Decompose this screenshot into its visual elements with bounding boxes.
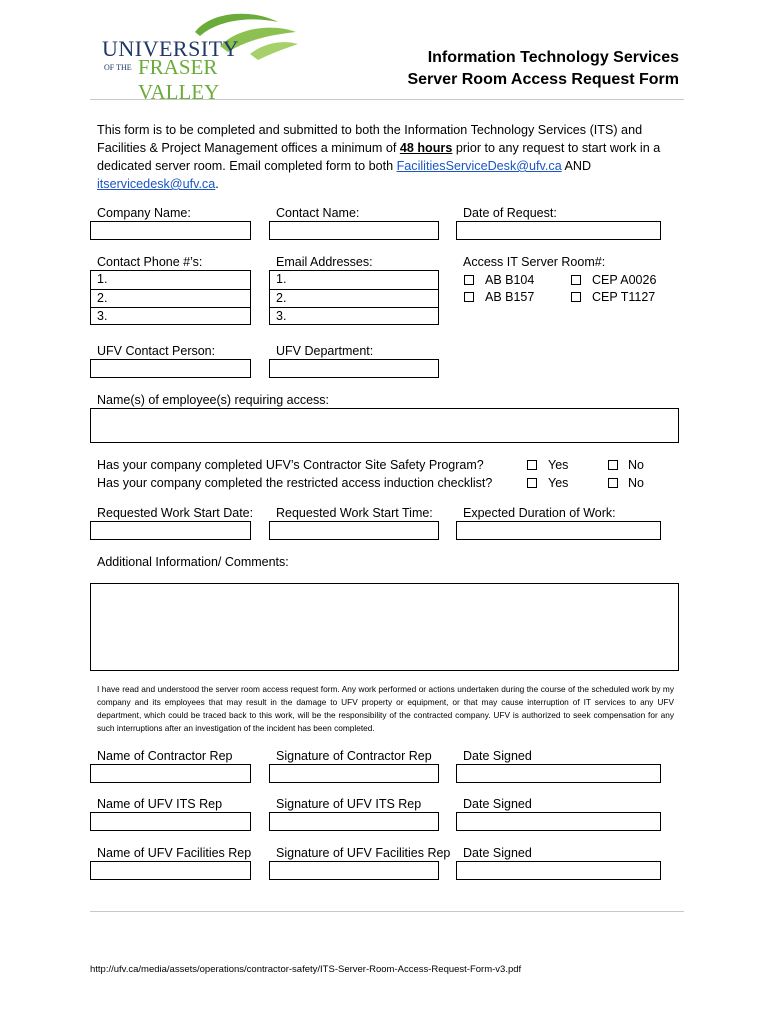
induction-no-checkbox[interactable] [608, 478, 618, 488]
ufv-department-field[interactable] [269, 359, 439, 378]
intro-text-2: prior to any request to start work in a dedicated server room. Email completed form to both [97, 141, 661, 173]
safety-program-yes-checkbox[interactable] [527, 460, 537, 470]
its-rep-date-field[interactable] [456, 812, 661, 831]
contact-name-field[interactable] [269, 221, 439, 240]
employees-label: Name(s) of employee(s) requiring access: [97, 393, 330, 407]
safety-program-no-label: No [628, 458, 644, 472]
header-title-its: Information Technology Services [427, 49, 679, 66]
phone-row[interactable]: 2. [91, 289, 250, 307]
logo-fraser-valley-text: FRASER VALLEY [138, 55, 220, 104]
its-rep-name-label: Name of UFV ITS Rep [97, 797, 223, 811]
duration-label: Expected Duration of Work: [463, 506, 616, 520]
facilities-rep-signature-label: Signature of UFV Facilities Rep [276, 846, 451, 860]
contractor-date-label: Date Signed [463, 749, 532, 763]
induction-no-label: No [628, 476, 644, 490]
logo-university-text: UNIVERSITY [102, 36, 239, 61]
contractor-name-label: Name of Contractor Rep [97, 749, 233, 763]
email-row[interactable]: 3. [270, 307, 438, 325]
email-addresses-field[interactable] [269, 270, 439, 325]
intro-and: AND [561, 159, 592, 173]
contractor-name-field[interactable] [90, 764, 251, 783]
room-cep-a0026-checkbox[interactable] [571, 275, 581, 285]
employees-field[interactable] [90, 408, 679, 443]
room-ab-b157-checkbox[interactable] [464, 292, 474, 302]
email-row[interactable]: 1. [276, 272, 287, 286]
intro-text-1: This form is to be completed and submitted to both the Information Technology Services (ITS) and Facilities & Project Management offices a minimum of [97, 123, 643, 155]
duration-field[interactable] [456, 521, 661, 540]
disclaimer-text: I have read and understood the server room access request form. Any work performed or actions undertaken during the course of the scheduled work by my company and its employees that may result in the damage to UFV property or equipment, or that may cause interruption of IT services to any UFV department, which could be traced back to this work, will be the responsibility of the contracted company. UFV is authorized to seek compensation for any such interruptions after an investigation of the incident has been completed. [97, 684, 674, 733]
contractor-signature-field[interactable] [269, 764, 439, 783]
start-date-label: Requested Work Start Date: [97, 506, 254, 520]
its-rep-date-label: Date Signed [463, 797, 532, 811]
its-rep-name-field[interactable] [90, 812, 251, 831]
itservicedesk-email-link[interactable]: itservicedesk@ufv.ca [97, 177, 216, 191]
safety-program-no-checkbox[interactable] [608, 460, 618, 470]
footer-divider [90, 911, 684, 912]
facilities-rep-name-label: Name of UFV Facilities Rep [97, 846, 252, 860]
date-of-request-field[interactable] [456, 221, 661, 240]
intro-period: . [215, 177, 219, 191]
facilities-rep-date-label: Date Signed [463, 846, 532, 860]
email-row[interactable]: 2. [270, 289, 438, 307]
contractor-date-field[interactable] [456, 764, 661, 783]
additional-info-field[interactable] [90, 583, 679, 671]
room-ab-b104-checkbox[interactable] [464, 275, 474, 285]
start-time-field[interactable] [269, 521, 439, 540]
footer-url: http://ufv.ca/media/assets/operations/contractor-safety/ITS-Server-Room-Access-Request-Form-v3.pdf [90, 964, 522, 975]
its-rep-signature-field[interactable] [269, 812, 439, 831]
university-logo [100, 10, 300, 104]
question-safety-program: Has your company completed UFV’s Contractor Site Safety Program? [97, 458, 484, 472]
room-ab-b104-label: AB B104 [485, 273, 535, 287]
logo-of-the-text: OF THE [104, 63, 132, 72]
facilities-rep-name-field[interactable] [90, 861, 251, 880]
its-rep-signature-label: Signature of UFV ITS Rep [276, 797, 422, 811]
ufv-department-label: UFV Department: [276, 344, 374, 358]
header-divider [90, 99, 684, 100]
facilities-rep-signature-field[interactable] [269, 861, 439, 880]
facilities-email-link[interactable]: FacilitiesServiceDesk@ufv.ca [396, 159, 562, 173]
room-cep-a0026-label: CEP A0026 [592, 273, 657, 287]
induction-yes-checkbox[interactable] [527, 478, 537, 488]
access-room-label: Access IT Server Room#: [463, 255, 606, 269]
contact-name-label: Contact Name: [276, 206, 360, 220]
contact-phones-label: Contact Phone #’s: [97, 255, 203, 269]
facilities-rep-date-field[interactable] [456, 861, 661, 880]
induction-yes-label: Yes [548, 476, 569, 490]
start-time-label: Requested Work Start Time: [276, 506, 433, 520]
safety-program-yes-label: Yes [548, 458, 569, 472]
additional-info-label: Additional Information/ Comments: [97, 555, 289, 569]
intro-paragraph [97, 121, 682, 193]
ufv-contact-label: UFV Contact Person: [97, 344, 216, 358]
intro-hours: 48 hours [399, 141, 453, 155]
header-title-form: Server Room Access Request Form [407, 71, 679, 88]
ufv-contact-field[interactable] [90, 359, 251, 378]
question-induction-checklist: Has your company completed the restricted access induction checklist? [97, 476, 493, 490]
start-date-field[interactable] [90, 521, 251, 540]
room-cep-t1127-checkbox[interactable] [571, 292, 581, 302]
company-name-label: Company Name: [97, 206, 191, 220]
email-addresses-label: Email Addresses: [276, 255, 373, 269]
date-of-request-label: Date of Request: [463, 206, 557, 220]
phone-row[interactable]: 3. [91, 307, 250, 325]
contractor-signature-label: Signature of Contractor Rep [276, 749, 432, 763]
room-cep-t1127-label: CEP T1127 [592, 290, 656, 304]
phone-row[interactable]: 1. [97, 272, 108, 286]
company-name-field[interactable] [90, 221, 251, 240]
room-ab-b157-label: AB B157 [485, 290, 535, 304]
contact-phones-field[interactable] [90, 270, 251, 325]
